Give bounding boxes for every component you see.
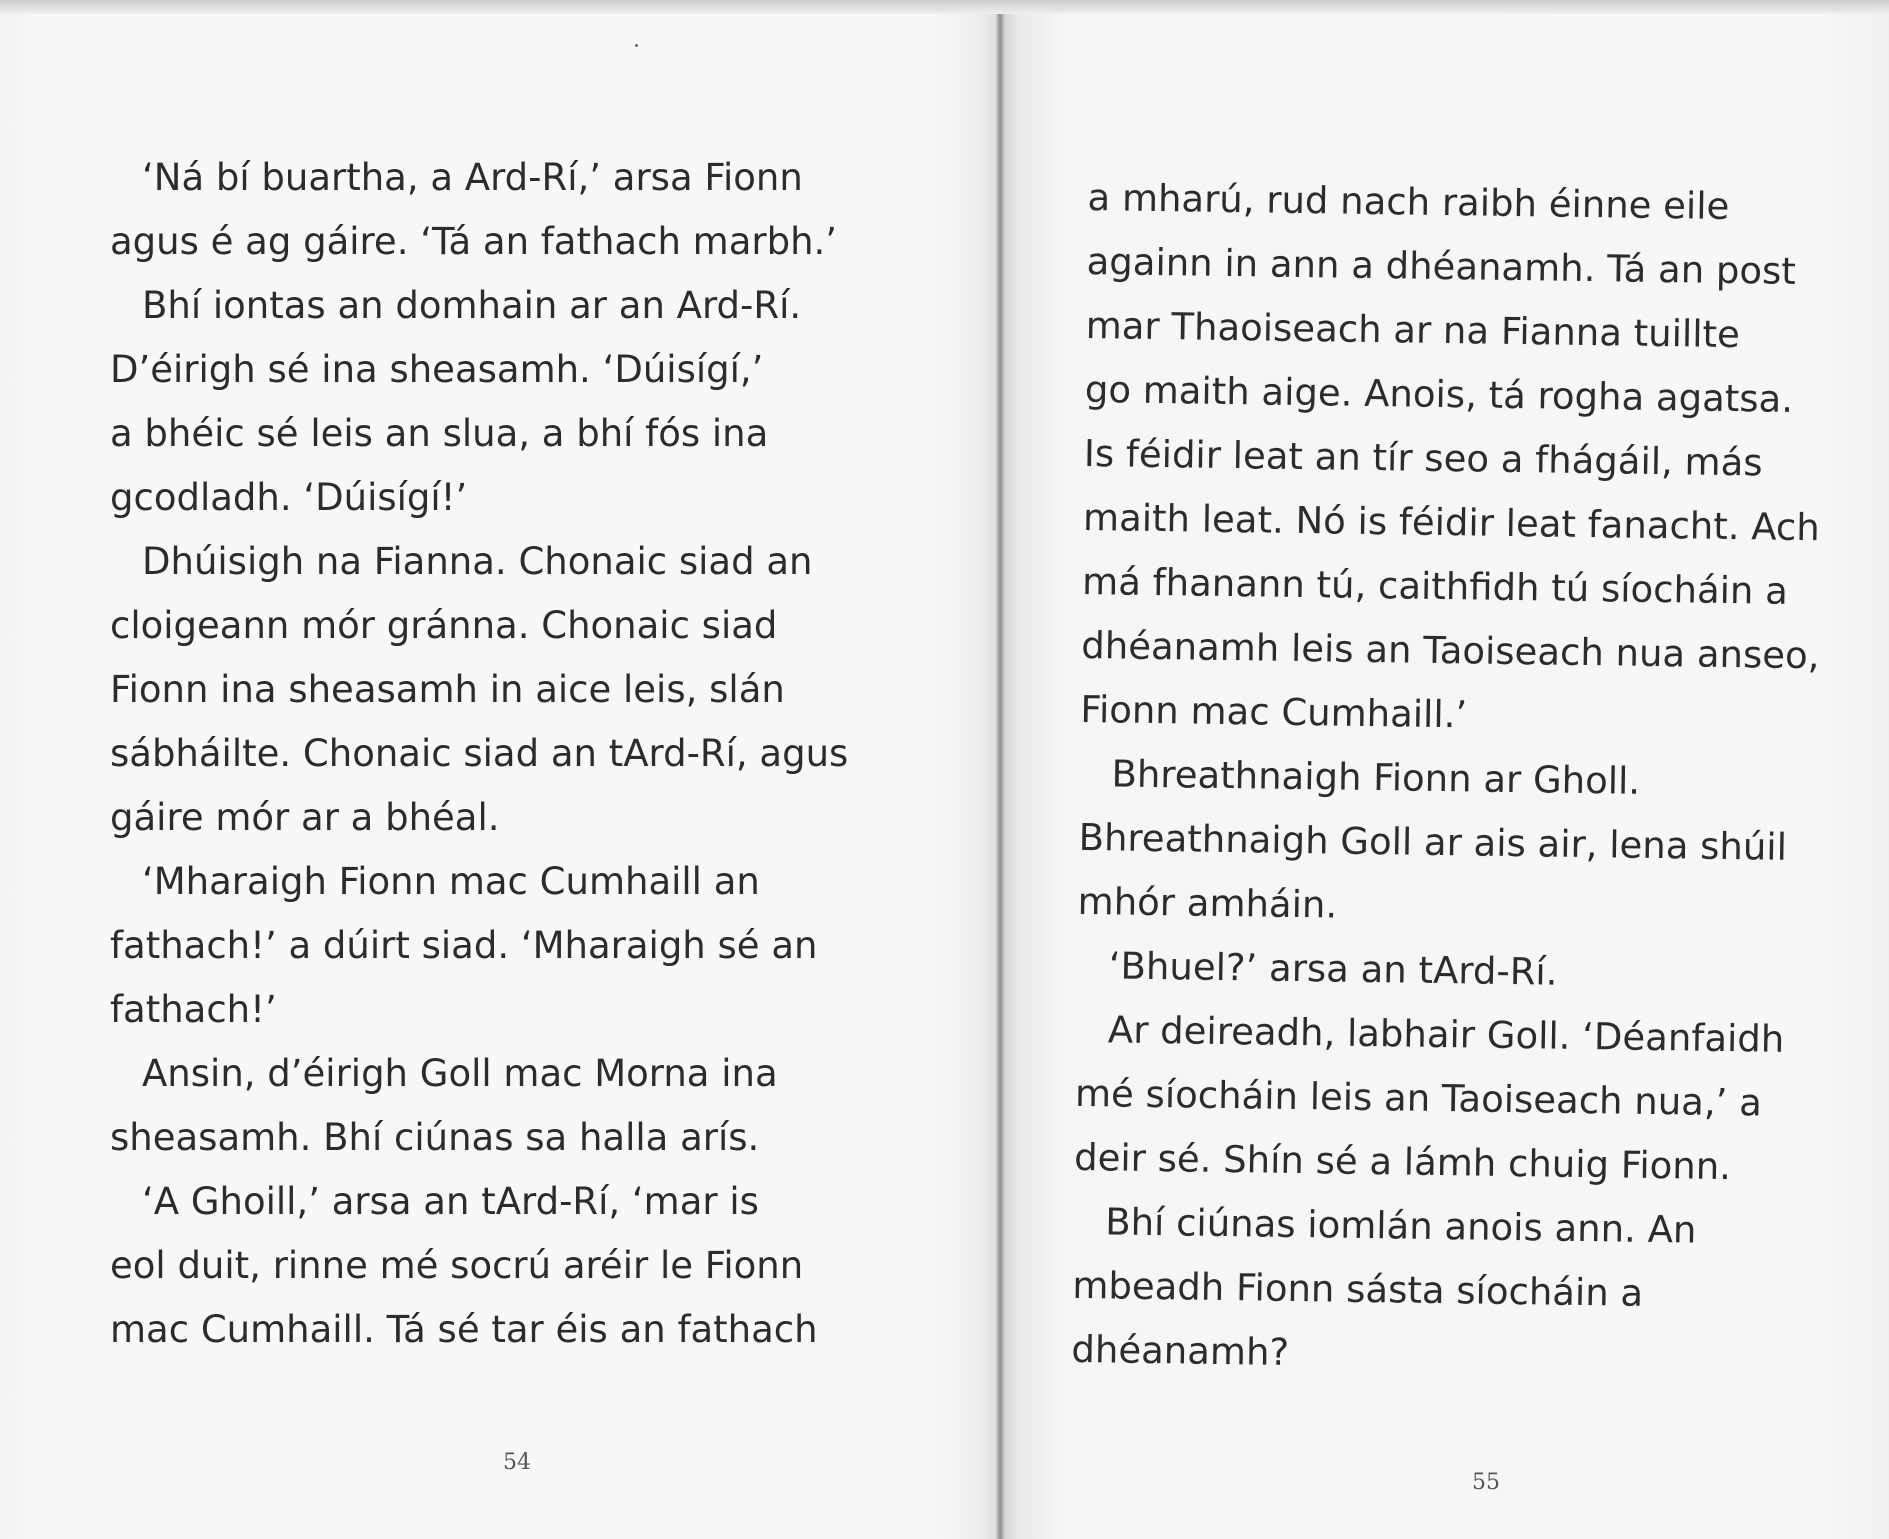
text-line: gáire mór ar a bhéal. xyxy=(110,796,500,839)
text-line: ‘Mharaigh Fionn mac Cumhaill an xyxy=(142,860,760,903)
text-line: mar Thaoiseach ar na Fianna tuillte xyxy=(1085,303,1741,357)
text-line: má fhanann tú, caithfidh tú síocháin a xyxy=(1081,559,1789,613)
text-line: Fionn mac Cumhaill.’ xyxy=(1080,687,1468,737)
right-page xyxy=(1000,14,1889,1539)
text-line: gcodladh. ‘Dúisígí!’ xyxy=(110,476,468,519)
text-line: mhór amháin. xyxy=(1077,879,1338,927)
text-line: fathach!’ a dúirt siad. ‘Mharaigh sé an xyxy=(110,924,818,967)
paper-speck xyxy=(635,44,638,47)
text-line: Dhúisigh na Fianna. Chonaic siad an xyxy=(142,540,813,583)
left-page xyxy=(0,14,1000,1539)
text-line: mé síocháin leis an Taoiseach nua,’ a xyxy=(1074,1071,1763,1125)
text-line: Bhí ciúnas iomlán anois ann. An xyxy=(1104,1200,1697,1252)
text-line: mac Cumhaill. Tá sé tar éis an fathach xyxy=(110,1308,818,1351)
text-line: agus é ag gáire. ‘Tá an fathach marbh.’ xyxy=(110,220,838,263)
text-line: ‘A Ghoill,’ arsa an tArd-Rí, ‘mar is xyxy=(142,1180,759,1223)
text-line: dhéanamh? xyxy=(1071,1327,1290,1374)
text-line: go maith aige. Anois, tá rogha agatsa. xyxy=(1084,367,1794,421)
text-line: fathach!’ xyxy=(110,988,277,1031)
text-line: mbeadh Fionn sásta síocháin a xyxy=(1072,1263,1644,1315)
text-line: Fionn ina sheasamh in aice leis, slán xyxy=(110,668,785,711)
text-line: Bhreathnaigh Goll ar ais air, lena shúil xyxy=(1078,815,1788,869)
text-line: a bhéic sé leis an slua, a bhí fós ina xyxy=(110,412,769,455)
text-line: sábháilte. Chonaic siad an tArd-Rí, agus xyxy=(110,732,849,775)
text-line: dhéanamh leis an Taoiseach nua anseo, xyxy=(1081,623,1820,678)
text-line: a mharú, rud nach raibh éinne eile xyxy=(1087,175,1730,228)
book-gutter xyxy=(995,14,1005,1539)
text-line: Bhreathnaigh Fionn ar Gholl. xyxy=(1111,752,1641,803)
left-page-text xyxy=(110,146,930,1362)
text-line: sheasamh. Bhí ciúnas sa halla arís. xyxy=(110,1116,760,1159)
page-number: 54 xyxy=(503,1450,531,1475)
text-line: eol duit, rinne mé socrú aréir le Fionn xyxy=(110,1244,804,1287)
text-line: ‘Bhuel?’ arsa an tArd-Rí. xyxy=(1108,944,1558,994)
text-line: cloigeann mór gránna. Chonaic siad xyxy=(110,604,778,647)
text-line: ‘Ná bí buartha, a Ard-Rí,’ arsa Fionn xyxy=(142,156,803,199)
text-line: againn in ann a dhéanamh. Tá an post xyxy=(1086,239,1797,293)
text-line: Bhí iontas an domhain ar an Ard-Rí. xyxy=(142,284,802,327)
text-line: Ansin, d’éirigh Goll mac Morna ina xyxy=(142,1052,778,1095)
text-line: deir sé. Shín sé a lámh chuig Fionn. xyxy=(1073,1135,1732,1189)
page-number: 55 xyxy=(1472,1470,1500,1495)
right-page-text xyxy=(1071,166,1878,1393)
text-line: Is féidir leat an tír seo a fhágáil, más xyxy=(1083,431,1763,485)
text-line: maith leat. Nó is féidir leat fanacht. Ach xyxy=(1082,495,1821,550)
text-line: D’éirigh sé ina sheasamh. ‘Dúisígí,’ xyxy=(110,348,764,391)
text-line: Ar deireadh, labhair Goll. ‘Déanfaidh xyxy=(1107,1008,1785,1061)
